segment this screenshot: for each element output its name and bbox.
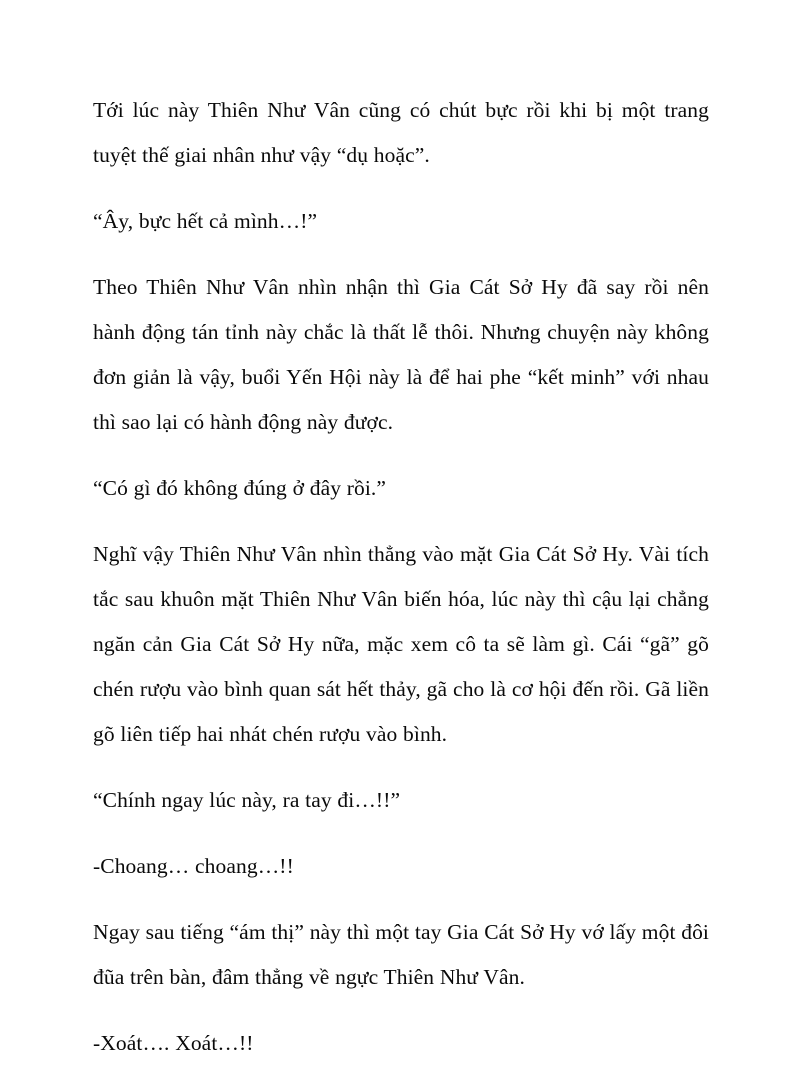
paragraph: Nghĩ vậy Thiên Như Vân nhìn thẳng vào mặt Gia Cát Sở Hy. Vài tích tắc sau khuôn mặt Thiên Như Vân biến hóa, lúc này thì cậu lại chẳng ngăn cản Gia Cát Sở Hy nữa, mặc xem cô ta sẽ làm gì. Cái “gã” gõ chén rượu vào bình quan sát hết thảy, gã cho là cơ hội đến rồi. Gã liền gõ liên tiếp hai nhát chén rượu vào bình. xyxy=(93,542,709,746)
paragraph: “Chính ngay lúc này, ra tay đi…!!” xyxy=(93,788,401,812)
paragraph: Theo Thiên Như Vân nhìn nhận thì Gia Cát Sở Hy đã say rồi nên hành động tán tỉnh này chắc là thất lễ thôi. Nhưng chuyện này không đơn giản là vậy, buổi Yến Hội này là để hai phe “kết minh” với nhau thì sao lại có hành động này được. xyxy=(93,275,709,434)
paragraph: Ngay sau tiếng “ám thị” này thì một tay Gia Cát Sở Hy vớ lấy một đôi đũa trên bàn, đâm thẳng về ngực Thiên Như Vân. xyxy=(93,920,709,989)
paragraph: “Ây, bực hết cả mình…!” xyxy=(93,209,318,233)
paragraph: -Choang… choang…!! xyxy=(93,854,294,878)
paragraph: Tới lúc này Thiên Như Vân cũng có chút bực rồi khi bị một trang tuyệt thế giai nhân như vậy “dụ hoặc”. xyxy=(93,98,709,167)
paragraph: -Xoát…. Xoát…!! xyxy=(93,1031,254,1055)
paragraph: “Có gì đó không đúng ở đây rồi.” xyxy=(93,476,387,500)
page-text-body xyxy=(93,88,709,1066)
